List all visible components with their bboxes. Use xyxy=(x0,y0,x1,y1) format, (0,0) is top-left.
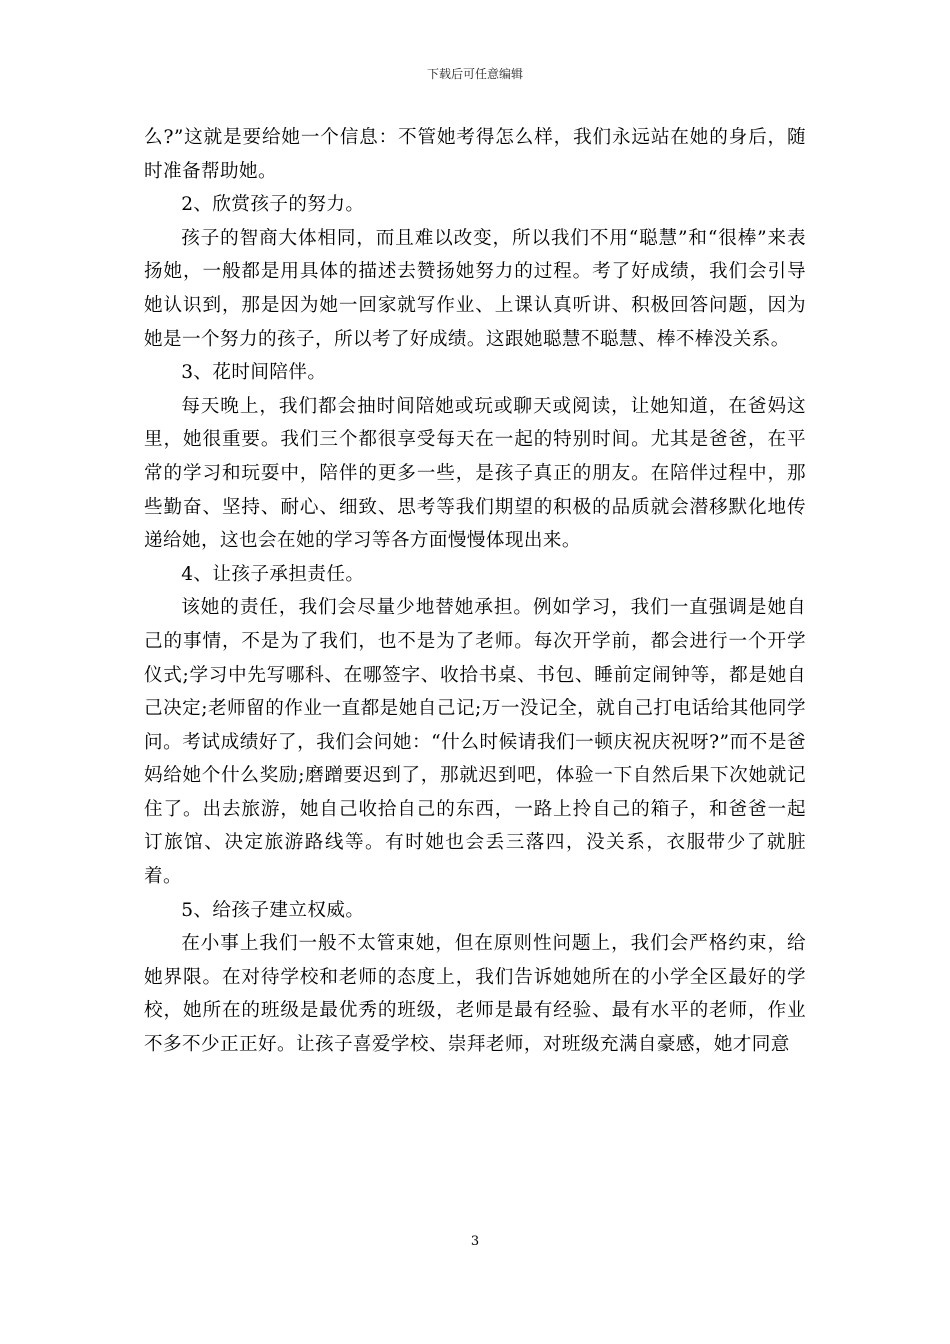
paragraph-authority: 在小事上我们一般不太管束她，但在原则性问题上，我们会严格约束，给她界限。在对待学校和老师的态度上，我们告诉她她所在的小学全区最好的学校，她所在的班级是最优秀的班级，老师是最有经验、最有水平的老师，作业不多不少正正好。让孩子喜爱学校、崇拜老师，对班级充满自豪感，她才同意 xyxy=(144,933,806,1056)
paragraph-appreciate-effort: 孩子的智商大体相同，而且难以改变，所以我们不用“聪慧”和“很棒”来表扬她，一般都是用具体的描述去赞扬她努力的过程。考了好成绩，我们会引导她认识到，那是因为她一回家就写作业、上课认真听讲、积极回答问题，因为她是一个努力的孩子，所以考了好成绩。这跟她聪慧不聪慧、棒不棒没关系。 xyxy=(144,227,806,350)
page-number: 3 xyxy=(470,1234,480,1249)
paragraph-spend-time: 每天晚上，我们都会抽时间陪她或玩或聊天或阅读，让她知道，在爸妈这里，她很重要。我们三个都很享受每天在一起的特别时间。尤其是爸爸，在平常的学习和玩耍中，陪伴的更多一些，是孩子真正的朋友。在陪伴过程中，那些勤奋、坚持、耐心、细致、思考等我们期望的积极的品质就会潜移默化地传递给她，这也会在她的学习等各方面慢慢体现出来。 xyxy=(144,395,806,552)
paragraph-responsibility: 该她的责任，我们会尽量少地替她承担。例如学习，我们一直强调是她自己的事情，不是为了我们，也不是为了老师。每次开学前，都会进行一个开学仪式;学习中先写哪科、在哪签字、收拾书桌、书包、睡前定闹钟等，都是她自己决定;老师留的作业一直都是她自己记;万一没记全，就自己打电话给其他同学问。考试成绩好了，我们会问她：“什么时候请我们一顿庆祝庆祝呀?”而不是爸妈给她个什么奖励;磨蹭要迟到了，那就迟到吧，体验一下自然后果下次她就记住了。出去旅游，她自己收拾自己的东西，一路上拎自己的箱子，和爸爸一起订旅馆、决定旅游路线等。有时她也会丢三落四，没关系，衣服带少了就脏着。 xyxy=(144,597,806,888)
section-heading-authority: 5、给孩子建立权威。 xyxy=(181,899,365,921)
section-heading-responsibility: 4、让孩子承担责任。 xyxy=(181,563,365,585)
page-header: 下载后可任意编辑 xyxy=(426,67,523,81)
section-heading-appreciate-effort: 2、欣赏孩子的努力。 xyxy=(181,194,365,216)
document-body xyxy=(144,121,806,1062)
section-heading-spend-time: 3、花时间陪伴。 xyxy=(181,362,327,384)
paragraph-continuation: 么?”这就是要给她一个信息：不管她考得怎么样，我们永远站在她的身后，随时准备帮助她。 xyxy=(144,127,806,182)
